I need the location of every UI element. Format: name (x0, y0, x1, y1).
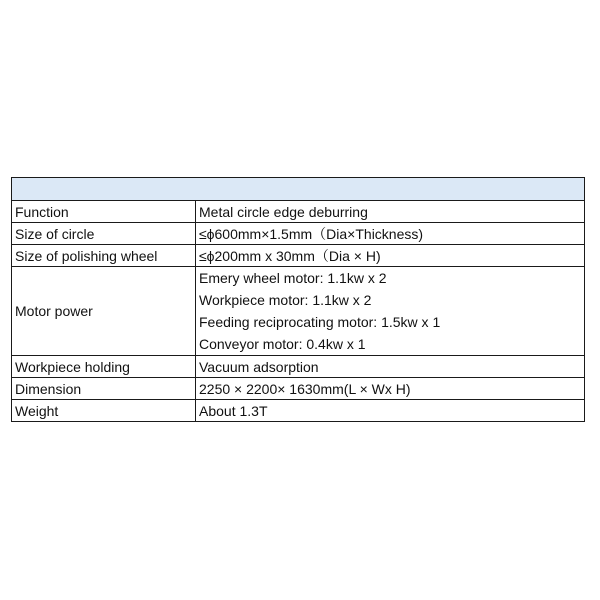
row-value: Vacuum adsorption (196, 356, 585, 378)
table-row-workpiece-holding (12, 356, 585, 378)
table-row-motor-power (12, 267, 585, 356)
row-value-list (196, 267, 585, 356)
row-label: Weight (12, 400, 196, 422)
row-value-line: Emery wheel motor: 1.1kw x 2 (199, 270, 387, 286)
row-label: Size of polishing wheel (12, 245, 196, 267)
table-row-size-of-polishing-wheel (12, 245, 585, 267)
row-value-line: Feeding reciprocating motor: 1.5kw x 1 (199, 314, 441, 330)
row-value: About 1.3T (196, 400, 585, 422)
table-row-weight (12, 400, 585, 422)
spec-table (11, 177, 585, 422)
table-row-size-of-circle (12, 223, 585, 245)
row-value-line: Workpiece motor: 1.1kw x 2 (199, 292, 372, 308)
row-value: 2250 × 2200× 1630mm(L × Wx H) (196, 378, 585, 400)
row-label: Workpiece holding (12, 356, 196, 378)
table-row-dimension (12, 378, 585, 400)
row-label: Function (12, 201, 196, 223)
table-header-row (12, 178, 585, 201)
row-label: Motor power (12, 267, 196, 356)
row-value: ≤ϕ600mm×1.5mm（Dia×Thickness) (196, 223, 585, 245)
row-label: Dimension (12, 378, 196, 400)
table-row-function (12, 201, 585, 223)
row-label: Size of circle (12, 223, 196, 245)
row-value-line: Conveyor motor: 0.4kw x 1 (199, 336, 366, 352)
row-value: ≤ϕ200mm x 30mm（Dia × H) (196, 245, 585, 267)
row-value: Metal circle edge deburring (196, 201, 585, 223)
table-header-cell (12, 178, 585, 201)
